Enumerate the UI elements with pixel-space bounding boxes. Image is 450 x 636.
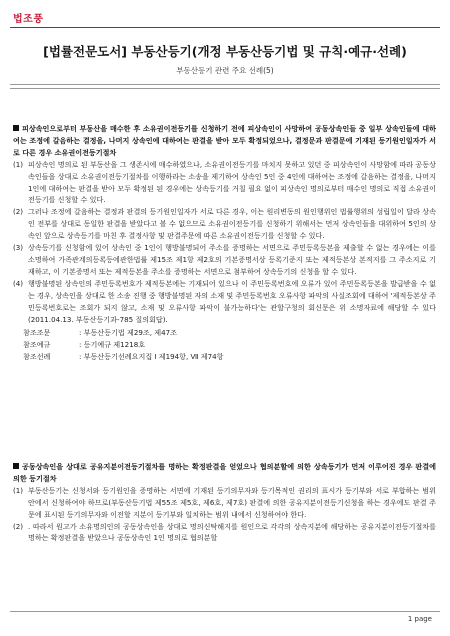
item-text: . 따라서 원고가 소유명의인의 공동상속인을 상대로 명의신탁해지를 원인으로 각각의 상속지분에 해당하는 공유지분이전등기절차를 명하는 확정판결을 받았으나 공동상속인 1인 명의로 협의분할 [28, 521, 436, 543]
item-text: 피상속인 명의로 된 부동산을 그 생존시에 매수하였으나, 소유권이전등기를 마치지 못하고 있던 중 피상속인이 사망함에 따라 공동상속인들을 상대로 소유권이전등기절차를 이행하라는 소송을 제기하여 상속인 5인 중 4인에 대하여는 조정에 갈음하는 결정을, 나머지 1인에 대하여는 판결을 받아 모두 확정된 된 경우에는 상속등기를 거칠 필요 없이 피상속인 명의로부터 매수인 명의로 직접 소유권이전등기를 신청할 수 있다. [28, 159, 436, 205]
section-2-item [13, 485, 436, 521]
reference-line [13, 339, 436, 351]
page-number: 1 page [407, 615, 432, 623]
item-text: 행방불명된 상속인의 주민등록번호가 제적등본에는 기재되어 있으나 이 주민등록번호에 오류가 있어 주민등록등본을 발급받을 수 없는 경우, 상속인을 상대로 한 소송 진행 중 행방불명된 자의 소재 및 주민등록번호 오류사항 파악의 사실조회에 대하여 '제적등본상 주민등록번호로는 조회가 되지 않고, 소재 및 오류사항 파악이 불가능하다'는 관할구청의 회신문은 위 소명자료에 해당할 수 있다(2011.04.13. 부동산등기과-785 질의회답). [28, 278, 436, 324]
reference-value: : 부동산등기선례요지집 Ⅰ 제194항, Ⅶ 제74항 [79, 352, 224, 362]
section-2-item [13, 521, 436, 545]
item-text: 부동산등기는 신청서와 등기원인을 증명하는 서면에 기재된 등기의무자와 등기목적인 권리의 표시가 등기부와 서로 부합하는 범위 안에서 신청하여야 하므로(부동산등기법 제55조 제5호, 제6호, 제7호) 판결에 의한 공유지분이전등기신청을 하는 경우에도 판결 주문에 표시된 등기의무자와 이전할 지분이 등기부와 일치하는 범위 내에서 신청하여야 한다. [28, 485, 436, 519]
section-1-item [13, 242, 436, 278]
footer-rule [10, 611, 440, 612]
section-2-heading: 공동상속인을 상대로 공유지분이전등기절차를 명하는 확정판결을 얻었으나 협의분할에 의한 상속등기가 먼저 이루어진 경우 판결에 의한 등기절차 [13, 462, 436, 483]
item-text: 그러나 조정에 갈음하는 결정과 판결의 등기원인일자가 서로 다른 경우, 이는 원리변동의 원인행위인 법률행위의 성립일이 달라 상속인 전부를 상대로 동일한 판결을 받았다고 볼 수 없으므로 소유권이전등기를 신청하기 위해서는 먼저 상속인들을 대위하여 5인의 상속인 앞으로 상속등기를 마친 후 결정사항 및 판결주문에 따른 소유권이전등기를 신청할 수 있다. [28, 207, 436, 241]
header-rule [10, 27, 440, 28]
item-number: (1) [13, 485, 24, 495]
section-1-item [13, 206, 436, 242]
section-1-item [13, 159, 436, 207]
item-number: (4) [13, 278, 24, 288]
reference-key: 참조조문 [23, 328, 51, 338]
brand-logo: 법조풍 [13, 14, 44, 25]
section-1-heading: 피상속인으로부터 부동산을 매수한 후 소유권이전등기를 신청하기 전에 피상속인이 사망하여 공동상속인들 중 일부 상속인들에 대하여는 조정에 갈음하는 결정을, 나머지 상속인에 대하여는 판결을 받아 모두 확정되었으나, 결정문과 판결문에 기재된 등기원인일자가 서로 다른 경우 소유권이전등기절차 [13, 124, 436, 157]
reference-key: 참조예규 [23, 340, 51, 350]
item-number: (1) [13, 159, 24, 169]
divider-top-2 [10, 88, 440, 89]
reference-value: : 부동산등기법 제29조, 제47조 [79, 328, 177, 338]
bullet-square-icon [13, 463, 19, 469]
reference-line [13, 351, 436, 363]
page-subtitle: 부동산등기 관련 주요 선례(5) [176, 66, 274, 75]
bullet-square-icon [13, 125, 19, 131]
section-1 [13, 123, 436, 363]
page-title: [법률전문도서] 부동산등기(개정 부동산등기법 및 규칙·예규·선례) [43, 44, 407, 59]
reference-line [13, 327, 436, 339]
divider-top [10, 84, 440, 85]
reference-key: 참조선례 [23, 352, 51, 362]
section-1-item [13, 278, 436, 326]
item-number: (2) [13, 521, 24, 531]
item-number: (2) [13, 207, 24, 217]
item-text: 상속등기를 신청함에 있어 상속인 중 1인이 행방불명되어 주소를 증명하는 서면으로 주민등록등본을 제출할 수 없는 경우에는 이를 소명하여 가족관계의등록등에관한법률 제15조 제1항 제2호의 기본증명서상 등록기준지 또는 제적등본상 본적지를 그 주소지로 기재하고, 이 기본증명서 또는 제적등본을 주소를 증명하는 서면으로 첨부하여 상속등기의 신청을 할 수 있다. [28, 243, 436, 276]
item-number: (3) [13, 243, 24, 253]
section-2 [13, 461, 436, 544]
reference-value: : 등기예규 제1218호 [79, 340, 146, 350]
